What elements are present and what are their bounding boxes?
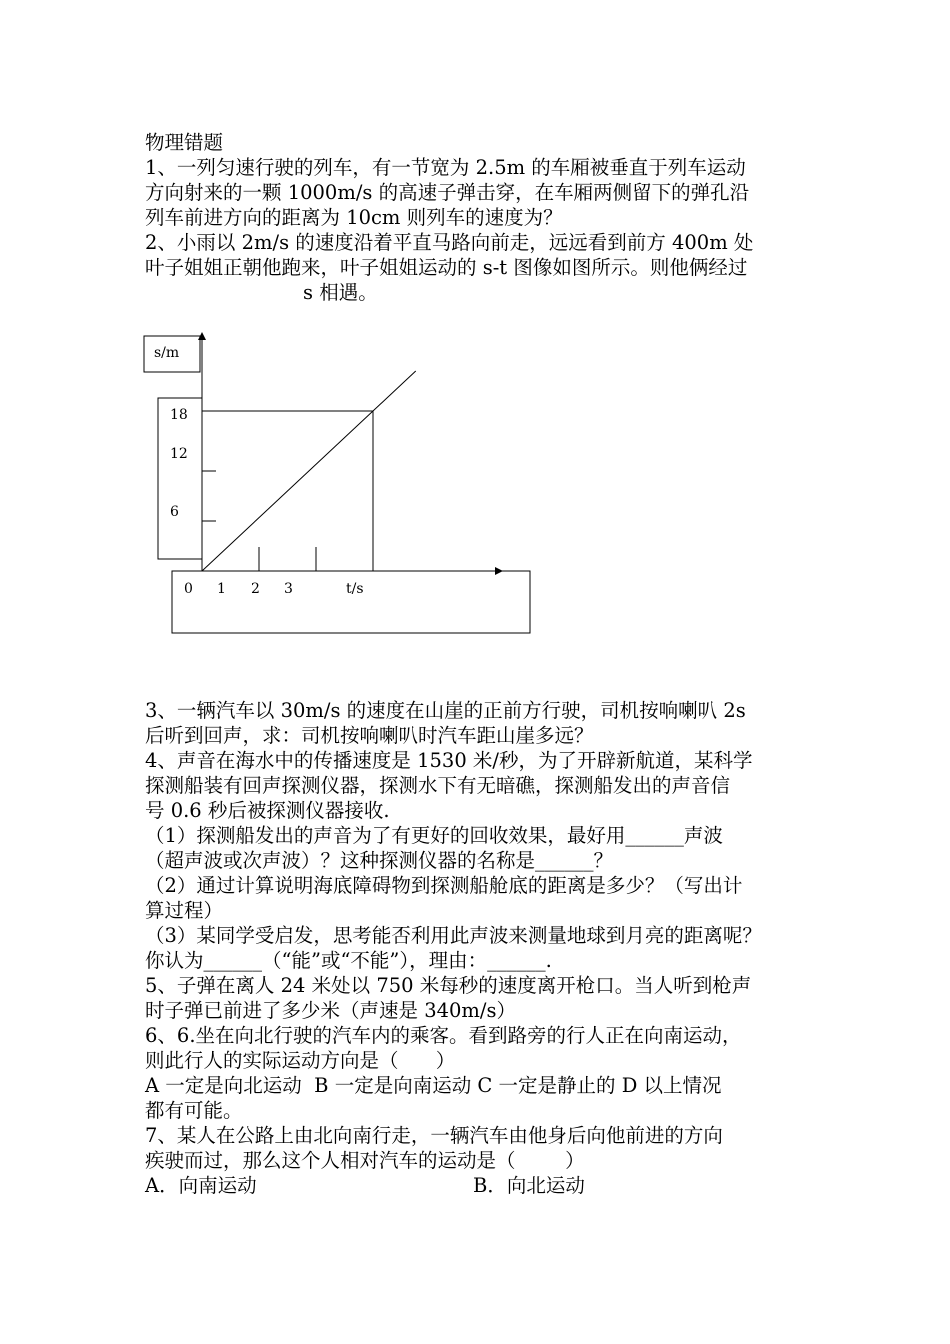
q5-line-1: 5、子弹在离人 24 米处以 750 米每秒的速度离开枪口。当人听到枪声 <box>145 974 752 997</box>
y-tick-label-12: 12 <box>170 446 188 462</box>
x-tick-label-0: 0 <box>184 581 193 597</box>
y-axis-label: s/m <box>154 345 180 361</box>
doc-title: 物理错题 <box>145 131 224 154</box>
q6-line-4: 都有可能。 <box>145 1099 243 1122</box>
y-tick-label-6: 6 <box>170 504 179 520</box>
q1-line-1: 1、一列匀速行驶的列车，有一节宽为 2.5m 的车厢被垂直于列车运动 <box>145 156 746 179</box>
q7-line-1: 7、某人在公路上由北向南行走，一辆汽车由他身后向他前进的方向 <box>145 1124 723 1147</box>
q4-line-5: （超声波或次声波）？这种探测仪器的名称是______？ <box>145 849 614 872</box>
q2-line-1: 2、小雨以 2m/s 的速度沿着平直马路向前走，远远看到前方 400m 处 <box>145 231 754 254</box>
q1-line-3: 列车前进方向的距离为 10cm 则列车的速度为？ <box>145 206 563 229</box>
q1-line-2: 方向射来的一颗 1000m/s 的高速子弹击穿，在车厢两侧留下的弹孔沿 <box>145 181 750 204</box>
q4-line-2: 探测船装有回声探测仪器，探测水下有无暗礁，探测船发出的声音信 <box>145 774 731 797</box>
st-graph-svg <box>140 328 560 648</box>
q7-line-2: 疾驶而过，那么这个人相对汽车的运动是（ ） <box>145 1149 585 1172</box>
x-tick-label-3: 3 <box>284 581 293 597</box>
q7-option-b: B．向北运动 <box>473 1174 585 1197</box>
q2-line-2: 叶子姐姐正朝他跑来，叶子姐姐运动的 s-t 图像如图所示。则他俩经过 <box>145 256 748 279</box>
x-tick-label-1: 1 <box>217 581 226 597</box>
q5-line-2: 时子弹已前进了多少米（声速是 340m/s） <box>145 999 516 1022</box>
q7-option-a: A．向南运动 <box>145 1174 257 1197</box>
q4-line-7: 算过程） <box>145 899 224 922</box>
x-tick-label-2: 2 <box>251 581 260 597</box>
q3-line-2: 后听到回声，求：司机按响喇叭时汽车距山崖多远？ <box>145 724 594 747</box>
q6-line-3: A 一定是向北运动 B 一定是向南运动 C 一定是静止的 D 以上情况 <box>145 1074 722 1097</box>
x-axis-label: t/s <box>346 581 364 597</box>
q4-line-8: （3）某同学受启发，思考能否利用此声波来测量地球到月亮的距离呢？ <box>145 924 762 947</box>
q2-line-3: s 相遇。 <box>303 281 378 304</box>
q3-line-1: 3、一辆汽车以 30m/s 的速度在山崖的正前方行驶，司机按响喇叭 2s <box>145 699 746 722</box>
q4-line-6: （2）通过计算说明海底障碍物到探测船舱底的距离是多少？（写出计 <box>145 874 743 897</box>
q4-line-1: 4、声音在海水中的传播速度是 1530 米/秒，为了开辟新航道，某科学 <box>145 749 753 772</box>
q4-line-4: （1）探测船发出的声音为了有更好的回收效果，最好用______声波 <box>145 824 723 847</box>
st-graph-figure <box>140 328 560 648</box>
y-tick-label-18: 18 <box>170 407 188 423</box>
q6-line-2: 则此行人的实际运动方向是（ ） <box>145 1049 456 1072</box>
q6-line-1: 6、6.坐在向北行驶的汽车内的乘客。看到路旁的行人正在向南运动， <box>145 1024 742 1047</box>
q4-line-9: 你认为______（“能”或“不能”），理由：______. <box>145 949 552 972</box>
x-axis-arrow <box>495 567 503 575</box>
series-line <box>202 371 416 571</box>
q4-line-3: 号 0.6 秒后被探测仪器接收. <box>145 799 390 822</box>
